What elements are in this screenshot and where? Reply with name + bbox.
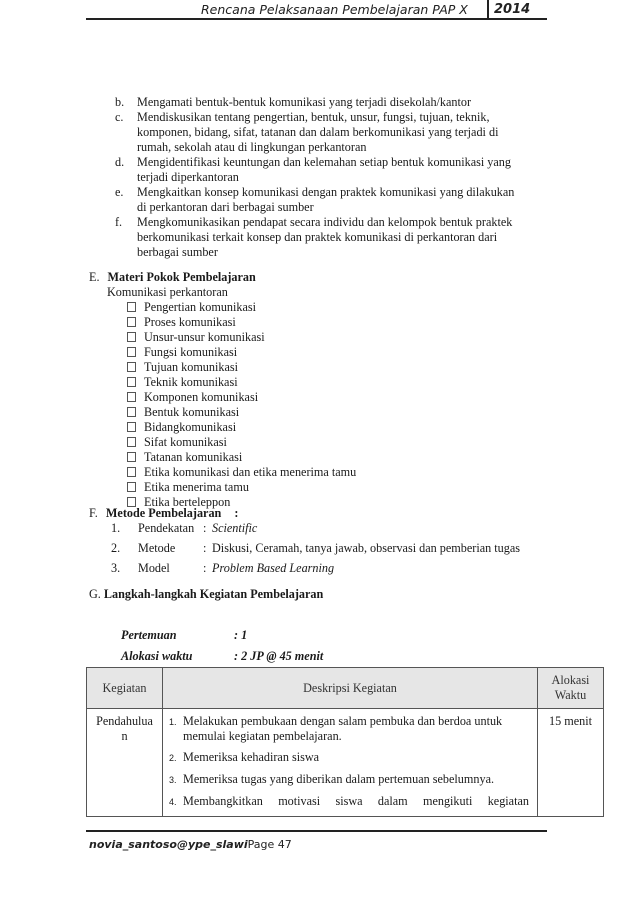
checkbox-icon — [127, 302, 136, 312]
list-item-line: Mengkomunikasikan pendapat secara individu dan kelompok bentuk praktek — [137, 215, 513, 229]
header-rule — [86, 18, 547, 20]
list-item — [127, 300, 356, 315]
section-f-colon: : — [234, 506, 239, 520]
deskripsi-item — [163, 772, 537, 788]
list-item — [111, 521, 520, 541]
list-item-letter: b. — [115, 95, 125, 109]
list-item-line: berbagai sumber — [137, 245, 218, 259]
deskripsi-text — [183, 714, 529, 744]
list-item — [111, 561, 520, 581]
header-title: Rencana Pelaksanaan Pembelajaran PAP X — [201, 2, 468, 17]
langkah-list — [115, 95, 549, 260]
list-item-label: Etika komunikasi dan etika menerima tamu — [144, 465, 357, 479]
list-item-line: berkomunikasi terkait konsep dan praktek komunikasi di perkantoran dari — [137, 230, 498, 244]
pertemuan-label: Pertemuan — [121, 628, 177, 642]
list-item-label: Etika berteleppon — [144, 495, 231, 509]
checkbox-icon — [127, 407, 136, 417]
list-item-label: Bentuk komunikasi — [144, 405, 240, 419]
list-item-text — [137, 95, 549, 110]
list-item — [115, 155, 549, 185]
list-item — [115, 110, 549, 155]
list-item-text — [137, 215, 549, 260]
header-alokasi — [538, 668, 604, 709]
list-item-label: Bidangkomunikasi — [144, 420, 237, 434]
section-g-title: Langkah-langkah Kegiatan Pembelajaran — [103, 587, 324, 601]
list-item-letter: e. — [115, 185, 124, 199]
list-item — [115, 185, 549, 215]
kegiatan-line-1: Pendahulua — [96, 714, 153, 728]
section-g-heading — [89, 587, 323, 602]
checkbox-icon — [127, 317, 136, 327]
list-item — [127, 405, 356, 420]
list-item — [127, 480, 356, 495]
deskripsi-line: Memeriksa tugas yang diberikan dalam pertemuan sebelumnya. — [183, 772, 495, 786]
header-year: 2014 — [494, 2, 531, 17]
list-item-line: Mengamati bentuk-bentuk komunikasi yang terjadi disekolah/kantor — [137, 95, 472, 109]
checkbox-icon — [127, 482, 136, 492]
list-item — [127, 375, 356, 390]
checkbox-icon — [127, 392, 136, 402]
list-item-line: rumah, sekolah atau di lingkungan perkantoran — [137, 140, 367, 154]
list-item-label: Proses komunikasi — [144, 315, 236, 329]
deskripsi-num: 2. — [169, 753, 177, 763]
deskripsi-item — [163, 750, 537, 766]
metode-value: Diskusi, Ceramah, tanya jawab, observasi dan pemberian tugas — [212, 541, 520, 555]
section-e-title: Materi Pokok Pembelajaran — [107, 270, 256, 284]
metode-value: Scientific — [212, 521, 258, 535]
list-item — [127, 330, 356, 345]
list-item-label: Fungsi komunikasi — [144, 345, 238, 359]
header-alokasi-line-2: Waktu — [554, 688, 587, 702]
checkbox-icon — [127, 332, 136, 342]
cell-kegiatan — [87, 709, 163, 817]
list-item-line: terjadi diperkantoran — [137, 170, 239, 184]
list-item-line: Mengkaitkan konsep komunikasi dengan praktek komunikasi yang dilakukan — [137, 185, 515, 199]
kegiatan-table — [86, 667, 604, 817]
list-item-label: Etika menerima tamu — [144, 480, 249, 494]
kegiatan-line-2: n — [121, 729, 128, 743]
list-item — [127, 435, 356, 450]
alokasi-value: : 2 JP @ 45 menit — [234, 649, 324, 663]
footer-rule — [86, 830, 547, 832]
list-item-line: Mengidentifikasi keuntungan dan kelemahan setiap bentuk komunikasi yang — [137, 155, 511, 169]
list-item — [127, 390, 356, 405]
deskripsi-line: memulai kegiatan pembelajaran. — [183, 729, 342, 743]
list-item-label: Pengertian komunikasi — [144, 300, 257, 314]
metode-sep: : — [203, 561, 207, 575]
table-row — [87, 709, 604, 817]
metode-value: Problem Based Learning — [212, 561, 335, 575]
list-item-line: di perkantoran dari berbagai sumber — [137, 200, 314, 214]
metode-list — [111, 521, 520, 581]
alokasi-label: Alokasi waktu — [121, 649, 193, 663]
deskripsi-num: 1. — [169, 717, 177, 727]
metode-num: 3. — [111, 561, 121, 575]
list-item-text — [137, 110, 549, 155]
list-item — [127, 360, 356, 375]
section-e-heading — [89, 270, 256, 285]
section-f-title: Metode Pembelajaran — [105, 506, 222, 520]
footer-email: novia_santoso@ype_slawi — [89, 838, 248, 851]
metode-sep: : — [203, 541, 207, 555]
list-item — [127, 315, 356, 330]
list-item — [127, 420, 356, 435]
list-item — [127, 465, 356, 480]
metode-num: 2. — [111, 541, 121, 555]
materi-list — [127, 300, 356, 510]
deskripsi-item — [163, 794, 537, 810]
deskripsi-text — [183, 750, 529, 766]
list-item-label: Unsur-unsur komunikasi — [144, 330, 265, 344]
deskripsi-text — [183, 794, 529, 810]
list-item — [115, 215, 549, 260]
list-item — [115, 95, 549, 110]
checkbox-icon — [127, 362, 136, 372]
list-item-label: Teknik komunikasi — [144, 375, 238, 389]
metode-num: 1. — [111, 521, 121, 535]
checkbox-icon — [127, 437, 136, 447]
section-f-letter: F. — [89, 506, 98, 520]
list-item-letter: d. — [115, 155, 125, 169]
header-separator — [487, 0, 489, 18]
cell-deskripsi — [163, 709, 538, 817]
deskripsi-item — [163, 714, 537, 744]
checkbox-icon — [127, 467, 136, 477]
deskripsi-line: Memeriksa kehadiran siswa — [183, 750, 320, 764]
metode-sep: : — [203, 521, 207, 535]
list-item-line: Mendiskusikan tentang pengertian, bentuk, unsur, fungsi, tujuan, teknik, — [137, 110, 490, 124]
checkbox-icon — [127, 422, 136, 432]
list-item-text — [137, 155, 549, 185]
deskripsi-line: Melakukan pembukaan dengan salam pembuka dan berdoa untuk — [183, 714, 503, 728]
list-item-letter: f. — [115, 215, 123, 229]
header-kegiatan: Kegiatan — [87, 668, 163, 709]
checkbox-icon — [127, 347, 136, 357]
metode-label: Pendekatan — [138, 521, 195, 535]
list-item-label: Komponen komunikasi — [144, 390, 259, 404]
list-item-letter: c. — [115, 110, 124, 124]
metode-label: Model — [138, 561, 170, 575]
footer — [89, 838, 292, 851]
deskripsi-num: 3. — [169, 775, 177, 785]
list-item-label: Tatanan komunikasi — [144, 450, 243, 464]
list-item-label: Sifat komunikasi — [144, 435, 227, 449]
metode-label: Metode — [138, 541, 176, 555]
header-alokasi-line-1: Alokasi — [551, 673, 590, 687]
list-item — [127, 450, 356, 465]
section-e-subtitle: Komunikasi perkantoran — [107, 285, 228, 299]
deskripsi-line: Membangkitkan motivasi siswa dalam mengikuti kegiatan — [183, 794, 529, 808]
checkbox-icon — [127, 377, 136, 387]
list-item — [127, 345, 356, 360]
list-item — [111, 541, 520, 561]
pertemuan-value: : 1 — [234, 628, 248, 642]
list-item-label: Tujuan komunikasi — [144, 360, 239, 374]
table-header-row — [87, 668, 604, 709]
section-g-letter: G. — [89, 587, 101, 601]
section-f-heading — [89, 506, 238, 521]
cell-waktu: 15 menit — [538, 709, 604, 817]
footer-page: Page 47 — [247, 838, 292, 851]
header-deskripsi: Deskripsi Kegiatan — [163, 668, 538, 709]
checkbox-icon — [127, 452, 136, 462]
deskripsi-text — [183, 772, 529, 788]
deskripsi-num: 4. — [169, 797, 177, 807]
section-e-letter: E. — [89, 270, 100, 284]
list-item-line: komponen, bidang, sifat, tatanan dan dalam berkomunikasi yang terjadi di — [137, 125, 499, 139]
list-item-text — [137, 185, 549, 215]
